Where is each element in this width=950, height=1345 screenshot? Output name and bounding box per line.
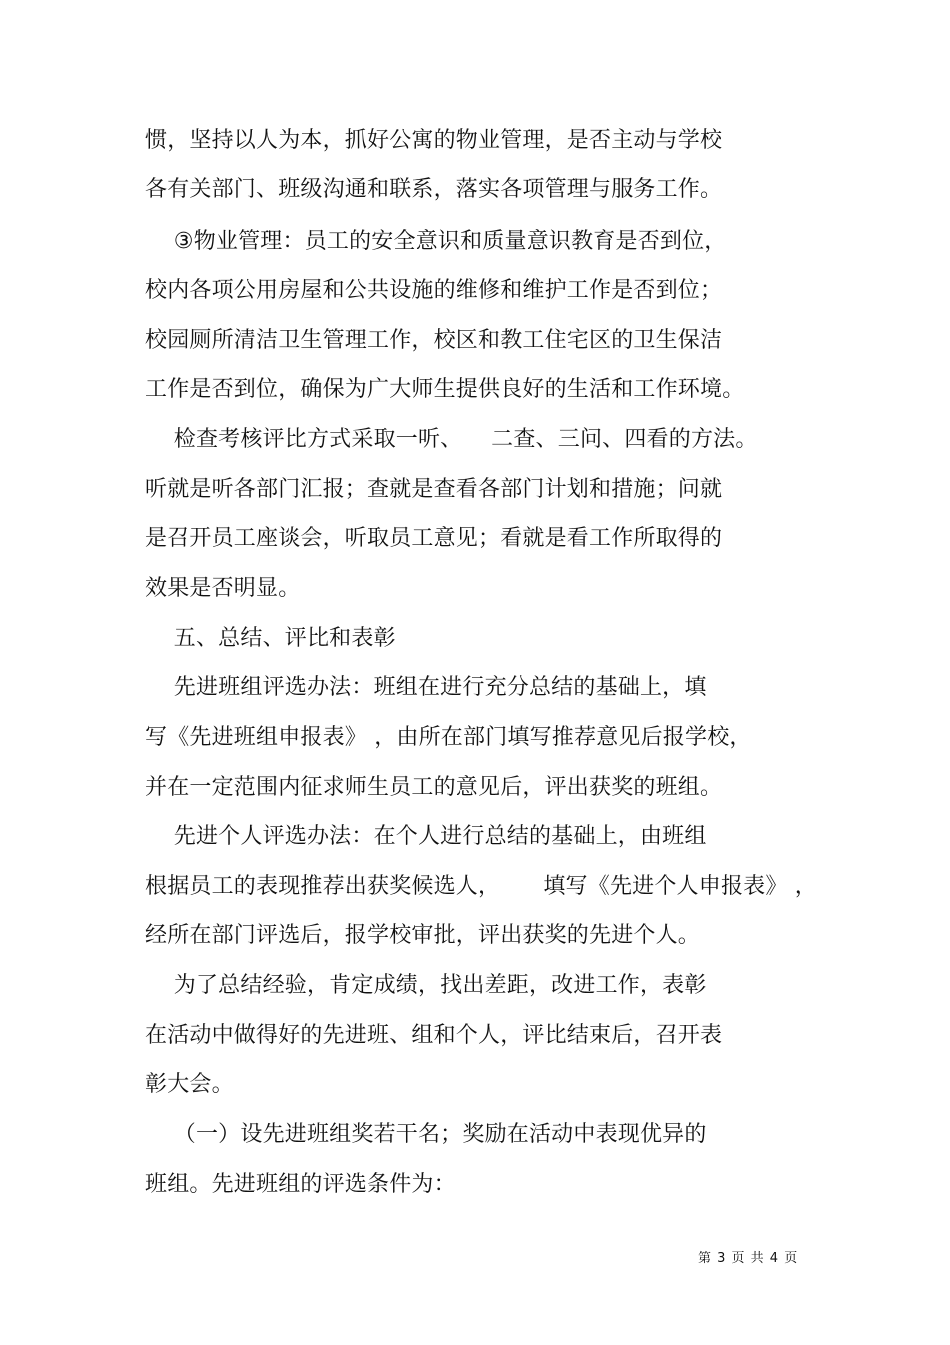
body-text-line: 在活动中做得好的先进班、组和个人，评比结束后，召开表 — [145, 1023, 723, 1048]
body-text-line: 先进个人评选办法：在个人进行总结的基础上，由班组 — [145, 824, 707, 849]
body-text-line: 班组。先进班组的评选条件为： — [145, 1172, 456, 1197]
body-text-line: 先进班组评选办法：班组在进行充分总结的基础上，填 — [145, 675, 707, 700]
body-text-line: 惯，坚持以人为本，抓好公寓的物业管理，是否主动与学校 — [145, 128, 723, 153]
body-text-line: 检查考核评比方式采取一听、 二查、三问、四看的方法。 — [145, 427, 758, 452]
body-text-line: 根据员工的表现推荐出获奖候选人， 填写《先进个人申报表》 ， — [145, 874, 817, 899]
page-number: 第 3 页 共 4 页 — [698, 1251, 799, 1266]
body-text-line: 写《先进班组申报表》 ，由所在部门填写推荐意见后报学校， — [145, 725, 752, 750]
body-text-line: 听就是听各部门汇报；查就是查看各部门计划和措施；问就 — [145, 477, 723, 502]
section-heading: 五、总结、评比和表彰 — [145, 626, 396, 651]
body-text-line: 各有关部门、班级沟通和联系，落实各项管理与服务工作。 — [145, 177, 723, 202]
body-text-line: 是召开员工座谈会，听取员工意见；看就是看工作所取得的 — [145, 526, 723, 551]
body-text-line: 并在一定范围内征求师生员工的意见后，评出获奖的班组。 — [145, 775, 723, 800]
body-text-line: ③物业管理：员工的安全意识和质量意识教育是否到位， — [145, 229, 727, 254]
body-text-line: 为了总结经验，肯定成绩，找出差距，改进工作，表彰 — [145, 973, 707, 998]
body-text-line: 校内各项公用房屋和公共设施的维修和维护工作是否到位； — [145, 278, 723, 303]
body-text-line: 工作是否到位，确保为广大师生提供良好的生活和工作环境。 — [145, 377, 745, 402]
body-text-line: 效果是否明显。 — [145, 576, 301, 601]
body-text-line: 经所在部门评选后，报学校审批，评出获奖的先进个人。 — [145, 923, 701, 948]
body-text-line: （一）设先进班组奖若干名；奖励在活动中表现优异的 — [145, 1122, 707, 1147]
body-text-line: 彰大会。 — [145, 1072, 234, 1097]
body-text-line: 校园厕所清洁卫生管理工作，校区和教工住宅区的卫生保洁 — [145, 328, 723, 353]
